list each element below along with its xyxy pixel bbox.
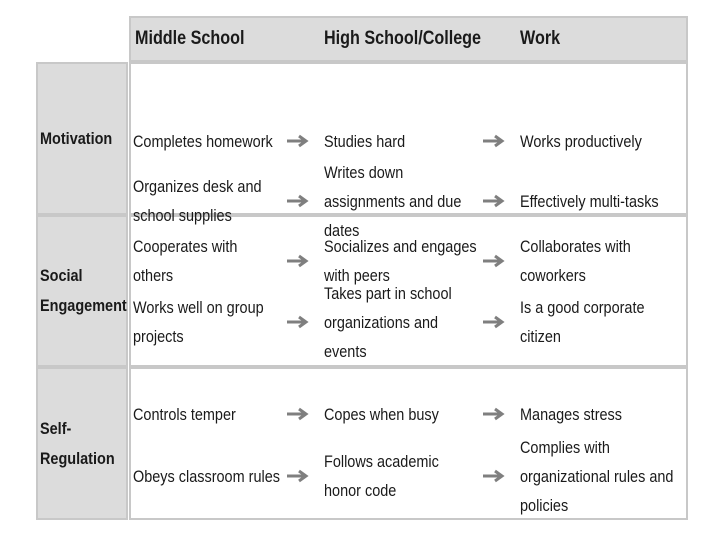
right-arrow-icon: [482, 194, 506, 208]
cell-text: Cooperates with: [133, 237, 238, 256]
cell-text: school supplies: [133, 206, 232, 225]
right-arrow-icon: [482, 254, 506, 268]
cell-text: Manages stress: [520, 404, 622, 424]
right-arrow-icon: [482, 134, 506, 148]
cell-text: organizations and: [324, 312, 439, 332]
cell-text: Works well on group: [133, 298, 264, 317]
cell-text: policies: [520, 495, 569, 515]
group-label-line: Regulation: [40, 448, 115, 468]
cell-text: Follows academic: [324, 452, 439, 471]
cell-text: Organizes desk and: [133, 177, 262, 196]
right-arrow-icon: [286, 134, 310, 148]
column-header-middle-school: Middle School: [135, 28, 245, 49]
column-header-work: Work: [520, 28, 561, 49]
cell-text: Takes part in school: [324, 283, 452, 303]
cell-text: Studies hard: [324, 131, 406, 151]
group-label-line: Self-: [40, 418, 72, 438]
cell-text: Complies with: [520, 437, 610, 457]
cell-text: Copes when busy: [324, 404, 439, 424]
cell-text: assignments and due: [324, 191, 462, 211]
cell-text: Is a good corporate: [520, 298, 645, 317]
cell-text: Writes down: [324, 162, 404, 182]
right-arrow-icon: [482, 407, 506, 421]
group-label-line: Motivation: [40, 128, 113, 148]
cell-text: honor code: [324, 481, 397, 500]
cell-text: organizational rules and: [520, 466, 674, 486]
cell-text: Effectively multi-tasks: [520, 191, 659, 211]
right-arrow-icon: [286, 407, 310, 421]
cell-text: Works productively: [520, 131, 642, 151]
cell-text: Completes homework: [133, 131, 273, 151]
right-arrow-icon: [286, 194, 310, 208]
column-header-high-school-college: High School/College: [324, 28, 482, 49]
progression-table: [36, 16, 688, 520]
column-header-bar: [129, 16, 688, 62]
right-arrow-icon: [482, 469, 506, 483]
cell-text: Controls temper: [133, 404, 236, 424]
cell-text: coworkers: [520, 266, 586, 285]
cell-text: others: [133, 266, 174, 285]
cell-text: events: [324, 341, 367, 361]
cell-text: Collaborates with: [520, 237, 631, 256]
cell-text: Socializes and engages: [324, 237, 477, 256]
cell-text: citizen: [520, 327, 561, 346]
cell-text: Obeys classroom rules: [133, 466, 280, 486]
right-arrow-icon: [286, 315, 310, 329]
group-label-line: Engagement: [40, 296, 127, 315]
cell-text: dates: [324, 220, 360, 240]
cell-text: projects: [133, 327, 184, 346]
right-arrow-icon: [286, 254, 310, 268]
right-arrow-icon: [482, 315, 506, 329]
cell-text: with peers: [324, 266, 390, 285]
right-arrow-icon: [286, 469, 310, 483]
group-label-line: Social: [40, 266, 83, 285]
